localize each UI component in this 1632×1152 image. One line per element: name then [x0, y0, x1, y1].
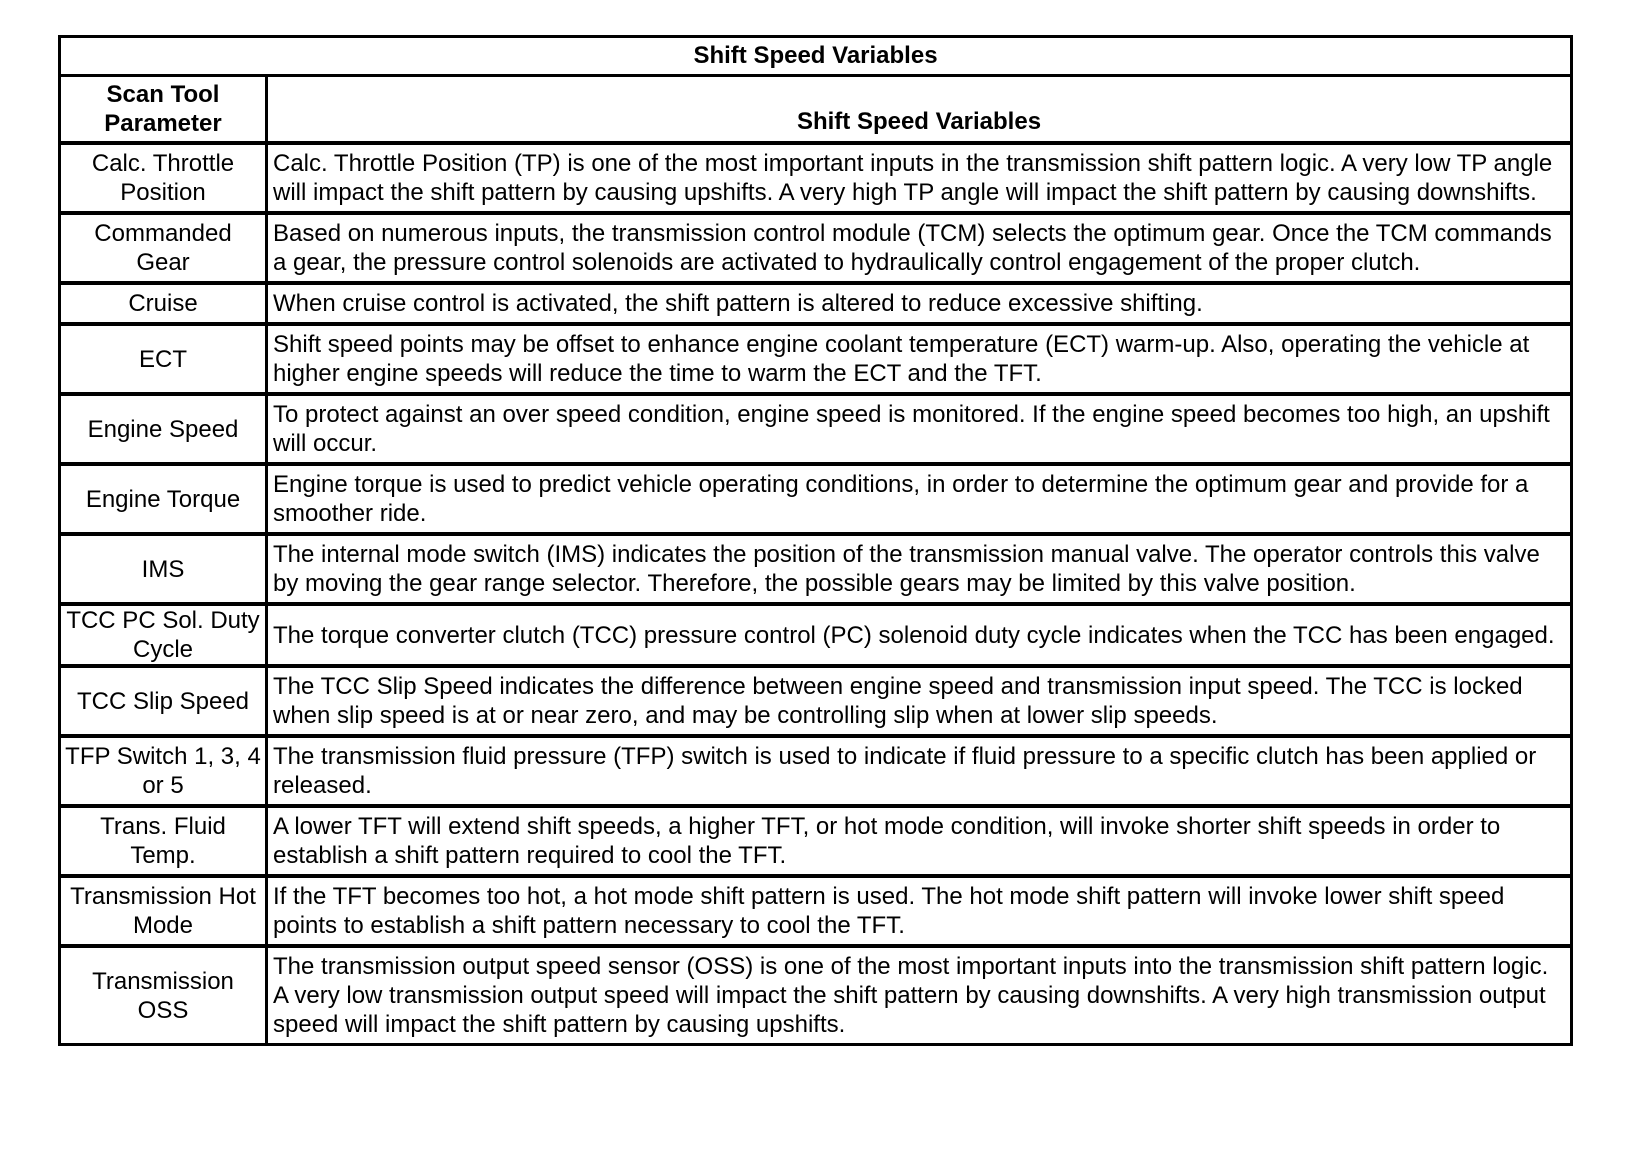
shift-speed-variable-description-cell: A lower TFT will extend shift speeds, a higher TFT, or hot mode condition, will invoke shorter shift speeds in order to establish a shift pattern required to cool the TFT.	[267, 806, 1572, 876]
table-title-row	[60, 37, 1572, 76]
table-row	[60, 464, 1572, 534]
shift-speed-variables-table	[58, 35, 1573, 1046]
table-row	[60, 946, 1572, 1045]
scan-tool-parameter-cell: TCC PC Sol. Duty Cycle	[60, 604, 267, 666]
scan-tool-parameter-cell: Engine Speed	[60, 394, 267, 464]
table-row	[60, 324, 1572, 394]
scan-tool-parameter-cell: Cruise	[60, 283, 267, 324]
table-row	[60, 283, 1572, 324]
shift-speed-variable-description-cell: Engine torque is used to predict vehicle operating conditions, in order to determine the optimum gear and provide for a smoother ride.	[267, 464, 1572, 534]
shift-speed-variable-description-cell: Shift speed points may be offset to enhance engine coolant temperature (ECT) warm-up. Also, operating the vehicle at higher engine speeds will reduce the time to warm the ECT and the TFT.	[267, 324, 1572, 394]
column-header-parameter: Scan Tool Parameter	[60, 76, 267, 144]
shift-speed-variable-description-cell: The transmission output speed sensor (OSS) is one of the most important inputs into the transmission shift pattern logic. A very low transmission output speed will impact the shift pattern by causing downshifts. A very high transmission output speed will impact the shift pattern by causing upshifts.	[267, 946, 1572, 1045]
scan-tool-parameter-cell: Transmission OSS	[60, 946, 267, 1045]
scan-tool-parameter-cell: Transmission Hot Mode	[60, 876, 267, 946]
shift-speed-variable-description-cell: If the TFT becomes too hot, a hot mode shift pattern is used. The hot mode shift pattern will invoke lower shift speed points to establish a shift pattern necessary to cool the TFT.	[267, 876, 1572, 946]
table-row	[60, 666, 1572, 736]
shift-speed-variable-description-cell: Calc. Throttle Position (TP) is one of the most important inputs in the transmission shift pattern logic. A very low TP angle will impact the shift pattern by causing upshifts. A very high TP angle will impact the shift pattern by causing downshifts.	[267, 143, 1572, 213]
table-row	[60, 736, 1572, 806]
scan-tool-parameter-cell: TCC Slip Speed	[60, 666, 267, 736]
column-header-description: Shift Speed Variables	[267, 76, 1572, 144]
table-row	[60, 604, 1572, 666]
table-row	[60, 143, 1572, 213]
table-row	[60, 394, 1572, 464]
shift-speed-variable-description-cell: The internal mode switch (IMS) indicates the position of the transmission manual valve. The operator controls this valve by moving the gear range selector. Therefore, the possible gears may be limited by this valve position.	[267, 534, 1572, 604]
shift-speed-variable-description-cell: The torque converter clutch (TCC) pressure control (PC) solenoid duty cycle indicates when the TCC has been engaged.	[267, 604, 1572, 666]
scan-tool-parameter-cell: Engine Torque	[60, 464, 267, 534]
table-row	[60, 213, 1572, 283]
scan-tool-parameter-cell: TFP Switch 1, 3, 4 or 5	[60, 736, 267, 806]
table-row	[60, 534, 1572, 604]
scan-tool-parameter-cell: Calc. Throttle Position	[60, 143, 267, 213]
shift-speed-variable-description-cell: Based on numerous inputs, the transmission control module (TCM) selects the optimum gear. Once the TCM commands a gear, the pressure control solenoids are activated to hydraulically control engagement of the proper clutch.	[267, 213, 1572, 283]
shift-speed-variable-description-cell: The TCC Slip Speed indicates the difference between engine speed and transmission input speed. The TCC is locked when slip speed is at or near zero, and may be controlling slip when at lower slip speeds.	[267, 666, 1572, 736]
table-row	[60, 806, 1572, 876]
scan-tool-parameter-cell: Trans. Fluid Temp.	[60, 806, 267, 876]
shift-speed-variable-description-cell: To protect against an over speed condition, engine speed is monitored. If the engine speed becomes too high, an upshift will occur.	[267, 394, 1572, 464]
table-row	[60, 876, 1572, 946]
scan-tool-parameter-cell: ECT	[60, 324, 267, 394]
table-header-row	[60, 76, 1572, 144]
shift-speed-variable-description-cell: The transmission fluid pressure (TFP) switch is used to indicate if fluid pressure to a specific clutch has been applied or released.	[267, 736, 1572, 806]
scan-tool-parameter-cell: IMS	[60, 534, 267, 604]
scan-tool-parameter-cell: Commanded Gear	[60, 213, 267, 283]
shift-speed-variable-description-cell: When cruise control is activated, the shift pattern is altered to reduce excessive shifting.	[267, 283, 1572, 324]
table-title: Shift Speed Variables	[60, 37, 1572, 76]
